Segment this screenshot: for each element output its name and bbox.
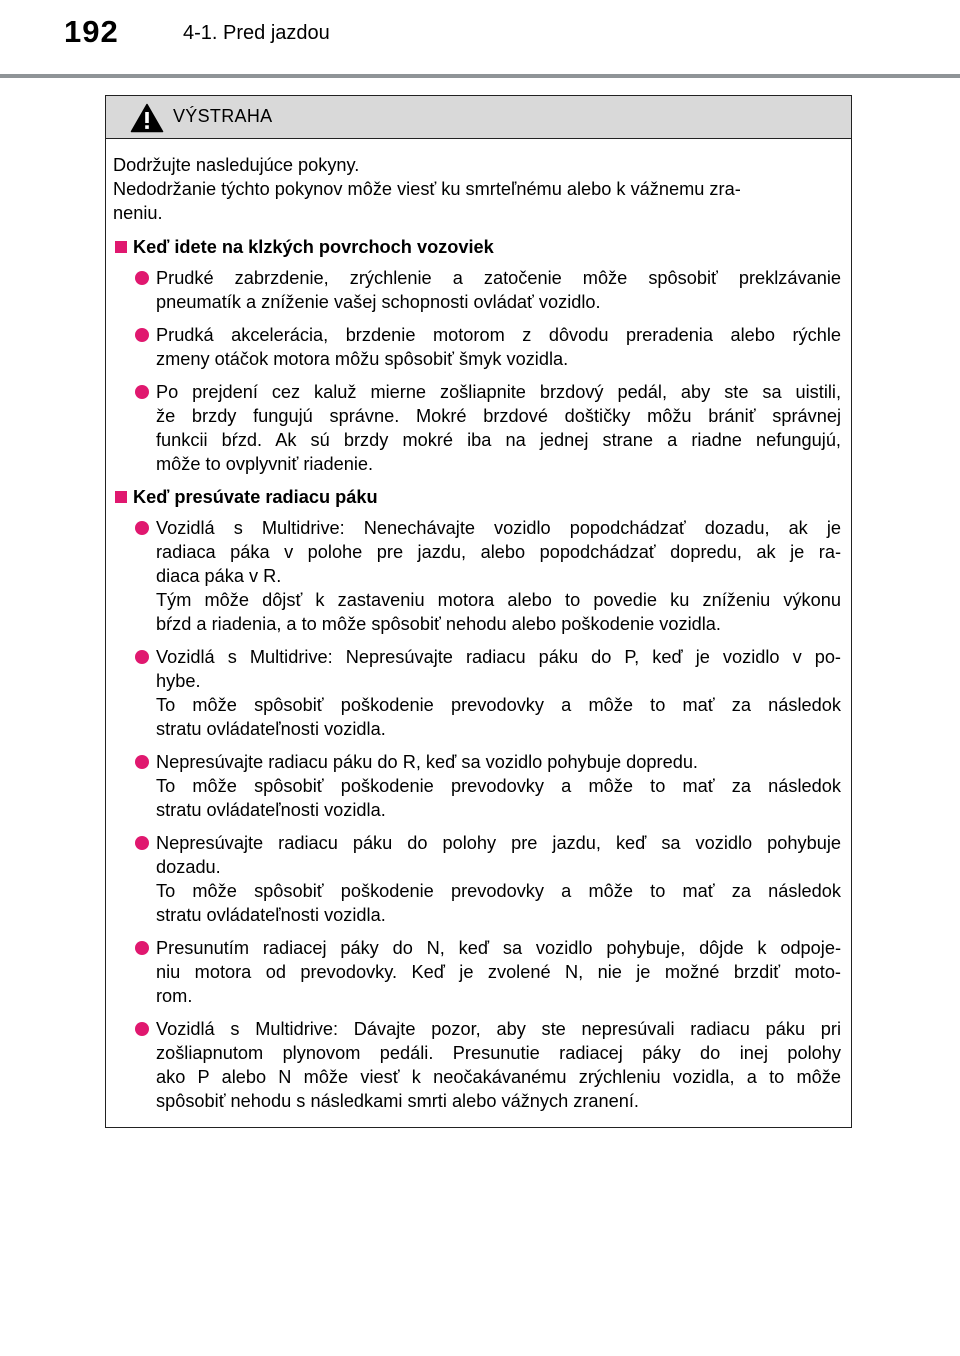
- section-title: 4-1. Pred jazdou: [183, 22, 330, 44]
- item-line: Prudká akcelerácia, brzdenie motorom z dôvodu preradenia alebo rýchle: [156, 325, 841, 345]
- list-item: [113, 936, 841, 1008]
- item-line: Nepresúvajte radiacu páku do polohy pre jazdu, keď sa vozidlo pohybuje: [156, 833, 841, 853]
- circle-bullet-icon: [135, 521, 149, 535]
- section-heading-text: Keď presúvate radiacu páku: [133, 487, 378, 507]
- warning-box: [105, 95, 852, 1128]
- item-line: stratu ovládateľnosti vozidla.: [156, 905, 386, 925]
- warning-title: VÝSTRAHA: [173, 106, 273, 126]
- circle-bullet-icon: [135, 650, 149, 664]
- warning-section: [113, 485, 841, 1113]
- section-heading: [113, 235, 841, 259]
- item-line: Vozidlá s Multidrive: Dávajte pozor, aby ste nepresúvali radiacu páku pri: [156, 1019, 841, 1039]
- item-line: Prudké zabrzdenie, zrýchlenie a zatočenie môže spôsobiť preklzávanie: [156, 268, 841, 288]
- item-line: diaca páka v R.: [156, 566, 282, 586]
- square-bullet-icon: [115, 241, 127, 253]
- item-line: Presunutím radiacej páky do N, keď sa vozidlo pohybuje, dôjde k odpoje-: [156, 938, 841, 958]
- circle-bullet-icon: [135, 836, 149, 850]
- intro-line: Dodržujte nasledujúce pokyny.: [113, 155, 360, 175]
- circle-bullet-icon: [135, 1022, 149, 1036]
- item-line: ako P alebo N môže viesť k neočakávanému zrýchleniu vozidla, a to môže: [156, 1067, 841, 1087]
- section-heading-text: Keď idete na klzkých povrchoch vozoviek: [133, 237, 494, 257]
- list-item: [113, 516, 841, 636]
- page-number: 192: [64, 14, 119, 49]
- item-line: radiaca páka v polohe pre jazdu, alebo popodchádzať dopredu, ak je ra-: [156, 542, 841, 562]
- circle-bullet-icon: [135, 328, 149, 342]
- item-line: dozadu.: [156, 857, 221, 877]
- page-header: [0, 0, 960, 80]
- item-line: To môže spôsobiť poškodenie prevodovky a môže to mať za následok: [156, 695, 841, 715]
- item-line: Vozidlá s Multidrive: Nepresúvajte radiacu páku do P, keď je vozidlo v po-: [156, 647, 841, 667]
- circle-bullet-icon: [135, 271, 149, 285]
- item-line: spôsobiť nehodu s následkami smrti alebo vážnych zranení.: [156, 1091, 639, 1111]
- header-rule: [0, 74, 960, 78]
- intro-line: neniu.: [113, 203, 163, 223]
- square-bullet-icon: [115, 491, 127, 503]
- warning-triangle-icon: [130, 103, 164, 133]
- circle-bullet-icon: [135, 941, 149, 955]
- item-line: bŕzd a riadenia, a to môže spôsobiť nehodu alebo poškodenie vozidla.: [156, 614, 721, 634]
- intro-line: Nedodržanie týchto pokynov môže viesť ku smrteľnému alebo k vážnemu zra-: [113, 179, 741, 199]
- list-item: [113, 750, 841, 822]
- item-line: zošliapnutom plynovom pedáli. Presunutie radiacej páky do inej polohy: [156, 1043, 841, 1063]
- list-item: [113, 380, 841, 476]
- item-line: Po prejdení cez kaluž mierne zošliapnite brzdový pedál, aby ste sa uistili,: [156, 382, 841, 402]
- list-item: [113, 323, 841, 371]
- warning-header: [106, 96, 851, 139]
- item-line: hybe.: [156, 671, 201, 691]
- item-line: pneumatík a zníženie vašej schopnosti ovládať vozidlo.: [156, 292, 601, 312]
- item-line: stratu ovládateľnosti vozidla.: [156, 800, 386, 820]
- warning-sections: [113, 235, 841, 1113]
- circle-bullet-icon: [135, 385, 149, 399]
- item-line: stratu ovládateľnosti vozidla.: [156, 719, 386, 739]
- warning-section: [113, 235, 841, 476]
- section-heading: [113, 485, 841, 509]
- item-line: môže to ovplyvniť riadenie.: [156, 454, 374, 474]
- item-line: Tým môže dôjsť k zastaveniu motora alebo to povedie ku zníženiu výkonu: [156, 590, 841, 610]
- list-item: [113, 266, 841, 314]
- item-line: funkcii bŕzd. Ak sú brzdy mokré iba na jednej strane a riadne nefungujú,: [156, 430, 841, 450]
- list-item: [113, 645, 841, 741]
- item-line: že brzdy fungujú správne. Mokré brzdové doštičky môžu brániť správnej: [156, 406, 841, 426]
- item-line: To môže spôsobiť poškodenie prevodovky a môže to mať za následok: [156, 776, 841, 796]
- item-line: niu motora od prevodovky. Keď je zvolené N, nie je možné brzdiť moto-: [156, 962, 841, 982]
- list-item: [113, 831, 841, 927]
- item-line: zmeny otáčok motora môžu spôsobiť šmyk vozidla.: [156, 349, 569, 369]
- item-line: To môže spôsobiť poškodenie prevodovky a môže to mať za následok: [156, 881, 841, 901]
- item-line: rom.: [156, 986, 193, 1006]
- warning-body: [106, 139, 851, 1113]
- item-line: Vozidlá s Multidrive: Nenechávajte vozidlo popodchádzať dozadu, ak je: [156, 518, 841, 538]
- warning-intro: [113, 153, 841, 225]
- item-line: Nepresúvajte radiacu páku do R, keď sa vozidlo pohybuje dopredu.: [156, 752, 698, 772]
- list-item: [113, 1017, 841, 1113]
- circle-bullet-icon: [135, 755, 149, 769]
